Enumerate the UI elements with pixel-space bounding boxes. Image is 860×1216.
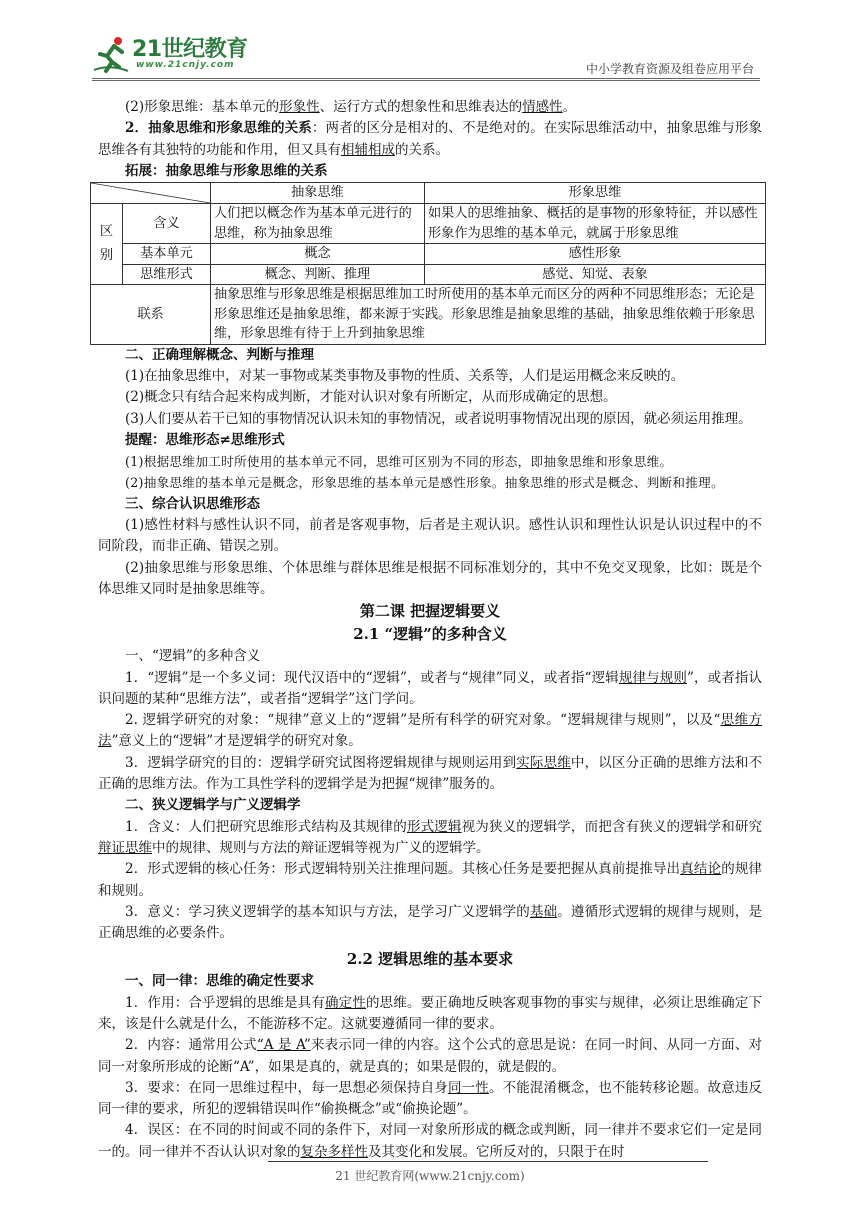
text: (2)形象思维：基本单元的 (125, 99, 280, 115)
text: 2. 逻辑学研究的对象：“规律”意义上的“逻辑”是所有科学的研究对象。“逻辑规律与规则”，以及“ (125, 712, 721, 729)
row-label: 基本单元 (123, 244, 211, 265)
paragraph (98, 859, 762, 902)
underlined-term: 基础 (529, 903, 558, 920)
comparison-table (90, 182, 766, 345)
column-header: 形象思维 (425, 183, 766, 204)
table-row (91, 285, 766, 345)
paragraph: (1)根据思维加工时所使用的基本单元不同，思维可区别为不同的形态，即抽象思维和形象思维。 (125, 454, 673, 470)
underlined-term: 复杂多样性 (300, 1143, 368, 1160)
extension-heading: 拓展：抽象思维与形象思维的关系 (125, 162, 328, 179)
text: 。遵循形式逻辑的规律与规则，是正确思维的必要条件。 (98, 903, 763, 942)
section-title: 2.2 逻辑思维的基本要求 (346, 950, 514, 969)
underlined-term: 思维方法 (98, 712, 763, 750)
text: 1．“逻辑”是一个多义词：现代汉语中的“逻辑”，或者与“规律”同义，或者指“逻辑 (125, 669, 619, 686)
text: ：两者的区分是相对的、不是绝对的。在实际思维活动中，抽象思维与形象思维各有其独特的功能和作用，但又具有 (98, 120, 762, 158)
table-cell: 概念、判断、推理 (211, 264, 425, 285)
underlined-term: 确定性 (325, 994, 366, 1011)
underlined-term: 相辅相成 (341, 141, 395, 158)
paragraph (98, 1078, 762, 1121)
tip-heading: 提醒：思维形态≠思维形式 (125, 431, 285, 448)
text: 视为狭义的逻辑学，而把含有狭义的逻辑学和研究 (461, 818, 763, 835)
text: 。 (562, 99, 577, 115)
row-label: 联系 (91, 285, 211, 345)
section-heading: 一、同一律：思维的确定性要求 (125, 973, 314, 990)
text: 2．内容：通常用公式 (125, 1037, 257, 1054)
section-heading: 三、综合认识思维形态 (125, 495, 260, 512)
footer-divider (268, 1161, 708, 1162)
text: 、运行方式的想象性和思维表达的 (319, 99, 523, 115)
paragraph (98, 668, 762, 711)
paragraph: (1)在抽象思维中，对某一事物或某类事物及事物的性质、关系等，人们是运用概念来反映的。 (125, 367, 685, 384)
text: 3．要求：在同一思维过程中，每一思想必须保持自身 (125, 1079, 448, 1096)
paragraph (98, 1120, 762, 1163)
underlined-term: 规律与规则 (618, 669, 687, 686)
text: 4．误区：在不同的时间或不同的条件下，对同一对象所形成的概念或判断，同一律并不要求它们一定是同一的。同一律并不否认认识对象的 (98, 1122, 762, 1160)
text: 中的规律、规则与方法的辩证逻辑等视为广义的逻辑学。 (152, 839, 490, 856)
row-label: 含义 (123, 204, 211, 244)
table-cell: 抽象思维与形象思维是根据思维加工时所使用的基本单元而区分的两种不同思维形态；无论是形象思维还是抽象思维，都来源于实践。形象思维是抽象思维的基础，抽象思维依赖于形象思维，形象思维有待于上升到抽象思维 (211, 285, 766, 345)
underlined-term: 实际思维 (516, 754, 571, 771)
lesson-subtitle: 2.1 “逻辑”的多种含义 (353, 625, 507, 644)
paragraph (98, 817, 762, 860)
running-man-icon (92, 34, 132, 74)
column-header: 抽象思维 (211, 183, 425, 204)
bold-heading: 2．抽象思维和形象思维的关系 (125, 120, 312, 137)
text: 2．形式逻辑的核心任务：形式逻辑特别关注推理问题。其核心任务是要把握从真前提推导出 (125, 861, 681, 878)
underlined-term: 真结论 (680, 861, 722, 878)
paragraph (98, 902, 762, 945)
section-heading: 一、“逻辑”的多种含义 (125, 648, 261, 665)
text: 1．含义：人们把研究思维形式结构及其规律的 (125, 818, 407, 835)
text: 的关系。 (395, 141, 449, 158)
paragraph: (3)人们要从若干已知的事物情况认识未知的事物情况，或者说明事物情况出现的原因，就必须运用推理。 (125, 410, 752, 427)
paragraph (98, 118, 762, 161)
text: 中，以区分正确的思维方法和不正确的思维方法。作为工具性学科的逻辑学是为把握“规律”服务的。 (98, 754, 763, 793)
underlined-term: 形象性 (279, 99, 320, 115)
header-divider-second (92, 80, 760, 81)
document-body (98, 97, 762, 1163)
underlined-term: 同一性 (447, 1079, 489, 1096)
section-heading: 二、正确理解概念、判断与推理 (125, 346, 314, 363)
paragraph (98, 1035, 762, 1078)
text: 3．意义：学习狭义逻辑学的基本知识与方法，是学习广义逻辑学的 (125, 903, 530, 920)
text: ”意义上的“逻辑”才是逻辑学的研究对象。 (111, 733, 362, 750)
paragraph (98, 97, 762, 118)
logo-text: 21世纪教育 (132, 37, 248, 62)
logo-url: www.21cnjy.com (136, 60, 235, 70)
text: 。不能混淆概念，也不能转移论题。故意违反同一律的要求，所犯的逻辑错误叫作“偷换概念”或“偷换论题”。 (98, 1079, 762, 1118)
diagonal-header-cell (91, 183, 211, 204)
text: ”，或者指认识问题的某种“思维方法”，或者指“逻辑学”这门学问。 (98, 669, 763, 707)
table-row (91, 204, 766, 244)
table-row (91, 244, 766, 265)
underlined-term: 情感性 (522, 99, 563, 115)
underlined-term: “A 是 A” (256, 1037, 311, 1054)
underlined-term: 形式逻辑 (406, 818, 462, 835)
paragraph: (2)抽象思维与形象思维、个体思维与群体思维是根据不同标准划分的，其中不免交叉现象，比如：既是个体思维又同时是抽象思维等。 (98, 559, 762, 597)
text: 3．逻辑学研究的目的：逻辑学研究试图将逻辑规律与规则运用到 (125, 754, 517, 771)
section-heading: 二、狭义逻辑学与广义逻辑学 (125, 797, 301, 814)
text: 的思维。要正确地反映客观事物的事实与规律，必须让思维确定下来，该是什么就是什么，不能游移不定。这就要遵循同一律的要求。 (98, 994, 763, 1032)
page-header (0, 0, 860, 82)
table-header-row (91, 183, 766, 204)
table-cell: 感性形象 (425, 244, 766, 265)
paragraph (98, 753, 762, 796)
row-label: 思维形式 (123, 264, 211, 285)
paragraph: (2)概念只有结合起来构成判断，才能对认识对象有所断定，从而形成确定的思想。 (125, 389, 617, 406)
text: 来表示同一律的内容。这个公式的意思是说：在同一时间、从同一方面、对同一对象所形成的论断“A”，如果是真的，就是真的；如果是假的，就是假的。 (98, 1037, 762, 1075)
table-row (91, 264, 766, 285)
header-divider (92, 78, 760, 79)
text: 1．作用：合乎逻辑的思维是具有 (125, 994, 326, 1011)
table-cell: 感觉、知觉、表象 (425, 264, 766, 285)
table-cell: 概念 (211, 244, 425, 265)
lesson-title: 第二课 把握逻辑要义 (359, 602, 501, 621)
paragraph: (1)感性材料与感性认识不同，前者是客观事物，后者是主观认识。感性认识和理性认识是认识过程中的不同阶段，而非正确、错误之别。 (98, 517, 762, 555)
paragraph: (2)抽象思维的基本单元是概念，形象思维的基本单元是感性形象。抽象思维的形式是概念、判断和推理。 (125, 475, 724, 491)
table-cell: 如果人的思维抽象、概括的是事物的形象特征，并以感性形象作为思维的基本单元，就属于形象思维 (425, 204, 766, 244)
paragraph (98, 993, 762, 1036)
text: 的规律和规则。 (98, 861, 763, 899)
table-cell: 人们把以概念作为基本单元进行的思维，称为抽象思维 (211, 204, 425, 244)
text: 及其变化和发展。它所反对的，只限于在时 (368, 1143, 625, 1160)
underlined-term: 辩证思维 (98, 839, 152, 856)
footer-link[interactable]: 21 世纪教育网(www.21cnjy.com) (335, 1169, 525, 1183)
group-label: 区别 (91, 204, 123, 285)
header-platform-text: 中小学教育资源及组卷应用平台 (585, 62, 754, 76)
logo (92, 34, 262, 78)
paragraph (98, 710, 762, 753)
